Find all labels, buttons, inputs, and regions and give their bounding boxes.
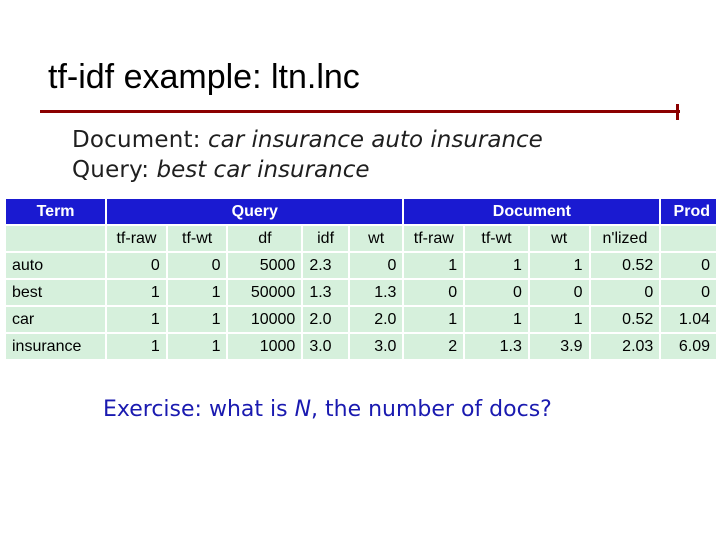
table-row (6, 280, 716, 305)
table-cell: 1 (530, 253, 589, 278)
sub-header-cell: tf-raw (404, 226, 463, 251)
table-cell: 6.09 (661, 334, 716, 359)
tfidf-table (4, 197, 718, 361)
query-label: Query: (72, 157, 150, 183)
table-cell: 0 (350, 253, 403, 278)
table-cell: 2.3 (303, 253, 348, 278)
table-cell: 2.0 (303, 307, 348, 332)
table-cell: 0 (661, 253, 716, 278)
table-cell: 3.0 (303, 334, 348, 359)
term-cell: auto (6, 253, 105, 278)
sub-header-cell: tf-wt (168, 226, 227, 251)
header-document: Document (404, 199, 659, 224)
sub-header-cell: df (228, 226, 301, 251)
table-row (6, 307, 716, 332)
table-cell: 0 (107, 253, 166, 278)
table-cell: 0 (591, 280, 660, 305)
table-cell: 1 (107, 334, 166, 359)
table-cell: 1 (404, 307, 463, 332)
table-cell: 2.0 (350, 307, 403, 332)
table-cell: 2 (404, 334, 463, 359)
sub-header-blank (661, 226, 716, 251)
sub-header-cell: wt (350, 226, 403, 251)
table-cell: 10000 (228, 307, 301, 332)
table-cell: 0 (404, 280, 463, 305)
document-text: car insurance auto insurance (208, 127, 543, 153)
table-cell: 3.0 (350, 334, 403, 359)
term-cell: best (6, 280, 105, 305)
table-cell: 5000 (228, 253, 301, 278)
table-cell: 1 (168, 280, 227, 305)
document-label: Document: (72, 127, 201, 153)
group-header-row (6, 199, 716, 224)
sub-header-cell: idf (303, 226, 348, 251)
table-cell: 0 (661, 280, 716, 305)
table-cell: 1 (168, 307, 227, 332)
sub-header-row (6, 226, 716, 251)
title-rule-tick (676, 104, 679, 120)
exercise-variable: N (294, 397, 312, 422)
table-cell: 0.52 (591, 307, 660, 332)
table-cell: 50000 (228, 280, 301, 305)
exercise-suffix: , the number of docs? (311, 397, 552, 422)
table-cell: 1.3 (350, 280, 403, 305)
table-row (6, 253, 716, 278)
sub-header-blank (6, 226, 105, 251)
table-cell: 0.52 (591, 253, 660, 278)
sub-header-cell: tf-raw (107, 226, 166, 251)
term-cell: car (6, 307, 105, 332)
exercise-prefix: Exercise: what is (103, 397, 295, 422)
header-prod: Prod (661, 199, 716, 224)
table-cell: 1 (107, 280, 166, 305)
table-cell: 0 (168, 253, 227, 278)
query-text: best car insurance (156, 157, 370, 183)
table-cell: 3.9 (530, 334, 589, 359)
table-cell: 1 (465, 253, 528, 278)
table-cell: 1 (168, 334, 227, 359)
exercise-prompt (103, 397, 552, 422)
header-query: Query (107, 199, 402, 224)
sub-header-cell: tf-wt (465, 226, 528, 251)
table-cell: 1.3 (465, 334, 528, 359)
sub-header-cell: n'lized (591, 226, 660, 251)
header-term: Term (6, 199, 105, 224)
table-cell: 1.04 (661, 307, 716, 332)
title-rule (40, 110, 680, 113)
slide-title: tf-idf example: ltn.lnc (48, 58, 360, 96)
sub-header-cell: wt (530, 226, 589, 251)
table-cell: 1 (404, 253, 463, 278)
table-cell: 0 (465, 280, 528, 305)
table-cell: 1.3 (303, 280, 348, 305)
table-cell: 1000 (228, 334, 301, 359)
table-cell: 1 (530, 307, 589, 332)
table-cell: 1 (107, 307, 166, 332)
table-row (6, 334, 716, 359)
term-cell: insurance (6, 334, 105, 359)
query-line (72, 157, 370, 183)
table-cell: 2.03 (591, 334, 660, 359)
document-line (72, 127, 543, 153)
table-cell: 1 (465, 307, 528, 332)
table-cell: 0 (530, 280, 589, 305)
